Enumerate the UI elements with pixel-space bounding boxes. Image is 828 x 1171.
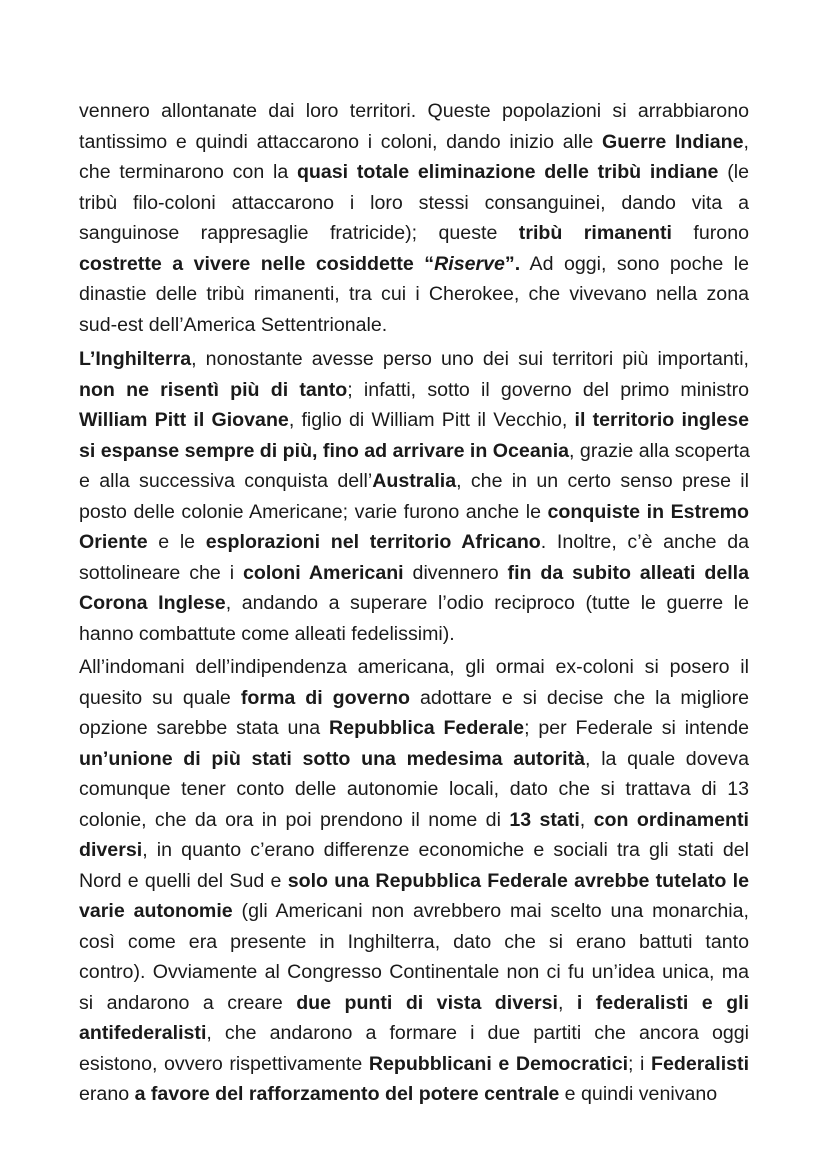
text-run: divennero <box>403 561 508 584</box>
text-line <box>79 497 749 528</box>
text-run: tribù filo-coloni attaccarono i loro stessi consanguinei, dando vita a <box>79 191 749 214</box>
bold-text-run: Guerre Indiane <box>601 130 744 153</box>
bold-text-run: il territorio inglese <box>574 409 749 431</box>
text-run: Ad oggi, sono poche le <box>520 252 749 275</box>
bold-text-run: con ordinamenti <box>593 808 749 831</box>
text-run: (gli Americani non avrebbero mai scelto una monarchia, <box>232 900 749 922</box>
text-run: tantissimo e quindi attaccarono i coloni, dando inizio alle <box>79 130 602 153</box>
bold-text-run: tribù rimanenti <box>518 222 672 244</box>
bold-text-run: non ne risentì più di tanto <box>79 378 348 401</box>
bold-text-run: forma di governo <box>240 686 410 709</box>
bold-text-run: ”. <box>504 252 521 275</box>
text-run: opzione sarebbe stata una <box>79 717 330 739</box>
text-run: che terminarono con la <box>79 161 297 183</box>
text-run: e alla successiva conquista dell’ <box>79 470 373 492</box>
text-run: dinastie delle tribù rimanenti, tra cui i Cherokee, che vivevano nella zona <box>79 283 749 305</box>
text-run: ; infatti, sotto il governo del primo ministro <box>347 378 750 401</box>
text-line <box>79 436 749 467</box>
text-line <box>79 127 749 158</box>
paragraph-repubblica-federale <box>79 652 749 1110</box>
text-run: così come era presente in Inghilterra, dato che si erano battuti tanto <box>79 930 749 953</box>
text-line <box>79 744 749 775</box>
text-line <box>79 774 749 805</box>
text-line <box>79 835 749 866</box>
text-line <box>79 310 749 341</box>
text-line <box>79 619 749 650</box>
text-run: comunque tener conto delle autonomie locali, dato che si trattava di 13 <box>79 778 749 800</box>
text-line <box>79 652 749 683</box>
text-run: colonie, che da ora in poi prendono il nome di <box>79 808 510 831</box>
text-run: si andarono a creare <box>79 991 297 1014</box>
text-run: adottare e si decise che la migliore <box>409 686 749 709</box>
bold-text-run: due punti di vista diversi <box>296 991 558 1014</box>
text-line <box>79 988 749 1019</box>
text-run: esistono, ovvero rispettivamente <box>79 1052 369 1075</box>
text-line <box>79 957 749 988</box>
text-run: , la quale doveva <box>585 747 749 770</box>
bold-text-run: Corona Inglese <box>79 592 226 614</box>
bold-text-run: antifederalisti <box>79 1022 207 1044</box>
bold-text-run: Oriente <box>79 531 148 553</box>
paragraph-guerre-indiane <box>79 96 749 340</box>
text-run: , andando a superare l’odio reciproco (tutte le guerre le <box>225 592 749 614</box>
text-line <box>79 1079 749 1110</box>
text-run: ; per Federale si intende <box>524 717 749 739</box>
text-run: sanguinose rappresaglie fratricide); queste <box>79 222 519 244</box>
text-line <box>79 188 749 219</box>
bold-text-run: 13 stati <box>509 808 580 831</box>
bold-text-run: Riserve <box>434 252 505 275</box>
text-line <box>79 249 749 280</box>
text-line <box>79 527 749 558</box>
bold-text-run: conquiste in Estremo <box>547 500 749 523</box>
text-run: , <box>579 808 594 831</box>
text-line <box>79 218 749 249</box>
text-line <box>79 375 749 406</box>
text-run: , che andarono a formare i due partiti che ancora oggi <box>206 1022 749 1044</box>
text-run: vennero allontanate dai loro territori. Queste popolazioni si arrabbiarono <box>79 100 749 122</box>
bold-text-run: quasi totale eliminazione delle tribù indiane <box>296 161 719 183</box>
text-line <box>79 96 749 127</box>
paragraph-inghilterra <box>79 344 749 649</box>
text-run: e quindi venivano <box>559 1083 718 1105</box>
bold-text-run: Repubblicani e Democratici <box>368 1052 629 1075</box>
text-line <box>79 805 749 836</box>
bold-text-run: si espanse sempre di più, fino ad arrivare in Oceania <box>79 439 570 462</box>
text-run: Nord e quelli del Sud e <box>79 869 288 892</box>
text-line <box>79 1018 749 1049</box>
text-run: furono <box>671 222 749 244</box>
text-run: ; i <box>628 1052 651 1075</box>
text-run: , in quanto c’erano differenze economiche e sociali tra gli stati del <box>142 839 749 861</box>
bold-text-run: i federalisti e gli <box>576 991 749 1014</box>
bold-text-run: L’Inghilterra <box>79 348 192 370</box>
bold-text-run: Australia <box>372 470 457 492</box>
text-run: erano <box>79 1083 135 1105</box>
text-run: , grazie alla scoperta <box>569 439 750 462</box>
text-run: sottolineare che i <box>79 561 243 584</box>
text-line <box>79 713 749 744</box>
bold-text-run: solo una Repubblica Federale avrebbe tutelato le <box>287 869 749 892</box>
text-run: . Inoltre, c’è anche da <box>540 531 749 553</box>
text-run: sud-est dell’America Settentrionale. <box>79 313 388 336</box>
text-run: , <box>743 130 749 153</box>
bold-text-run: William Pitt il Giovane <box>79 409 289 431</box>
text-line <box>79 157 749 188</box>
text-run: , <box>557 991 577 1014</box>
bold-text-run: coloni Americani <box>243 561 404 584</box>
bold-text-run: Repubblica Federale <box>329 717 525 739</box>
text-line <box>79 344 749 375</box>
text-run: , figlio di William Pitt il Vecchio, <box>288 409 575 431</box>
text-line <box>79 927 749 958</box>
text-line <box>79 588 749 619</box>
bold-text-run: un’unione di più stati sotto una medesima autorità <box>79 747 586 770</box>
bold-text-run: costrette a vivere nelle cosiddette “ <box>79 252 435 275</box>
bold-text-run: varie autonomie <box>79 900 233 922</box>
text-line <box>79 279 749 310</box>
text-run: (le <box>718 161 749 183</box>
bold-text-run: Federalisti <box>651 1052 750 1075</box>
text-run: , nonostante avesse perso uno dei sui territori più importanti, <box>191 348 749 370</box>
text-run: e le <box>147 531 206 553</box>
text-line <box>79 683 749 714</box>
text-run: , che in un certo senso prese il <box>456 470 750 492</box>
text-line <box>79 896 749 927</box>
text-run: All’indomani dell’indipendenza americana, gli ormai ex-coloni si posero il <box>79 656 749 678</box>
bold-text-run: fin da subito alleati della <box>507 561 749 584</box>
text-run: hanno combattute come alleati fedelissimi). <box>79 622 455 645</box>
text-line <box>79 405 749 436</box>
bold-text-run: esplorazioni nel territorio Africano <box>205 531 541 553</box>
bold-text-run: a favore del rafforzamento del potere centrale <box>134 1083 560 1105</box>
text-line <box>79 866 749 897</box>
text-line <box>79 558 749 589</box>
text-run: contro). Ovviamente al Congresso Continentale non ci fu un’idea unica, ma <box>79 961 749 983</box>
bold-text-run: diversi <box>79 839 143 861</box>
text-run: quesito su quale <box>79 686 241 709</box>
text-line <box>79 1049 749 1080</box>
text-line <box>79 466 749 497</box>
text-run: posto delle colonie Americane; varie furono anche le <box>79 500 548 523</box>
